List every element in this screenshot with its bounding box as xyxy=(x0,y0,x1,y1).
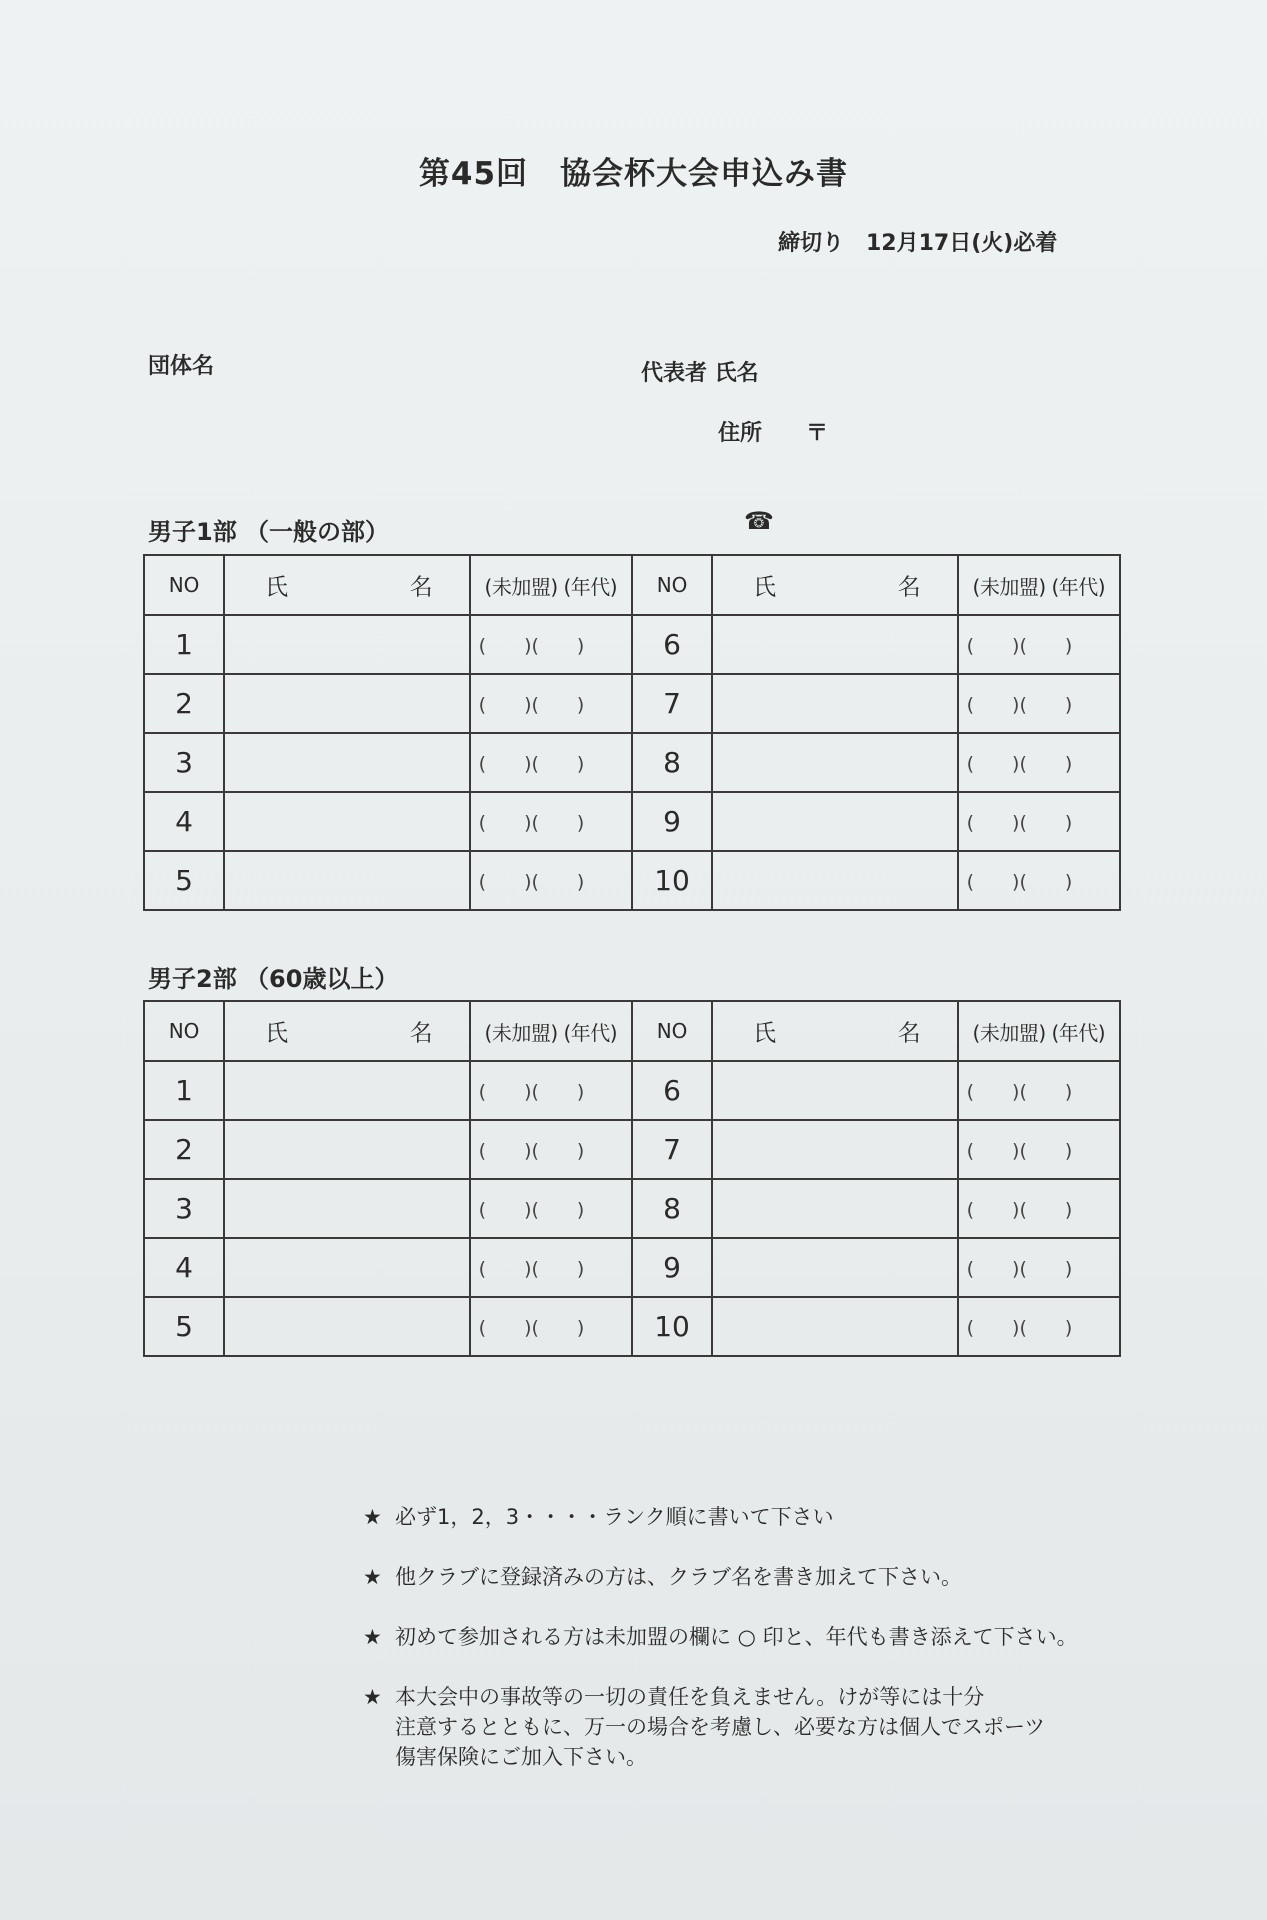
deadline-text: 締切り 12月17日(火)必着 xyxy=(778,231,1058,256)
form-title: 第45回 協会杯大会申込み書 xyxy=(418,156,849,192)
header-name xyxy=(224,1001,470,1061)
row-number: 10 xyxy=(632,1297,712,1356)
star-icon: ★ xyxy=(363,1565,382,1589)
header-unaffiliated-age: (未加盟) (年代) xyxy=(958,1001,1120,1061)
row-number: 8 xyxy=(632,733,712,792)
name-cell[interactable] xyxy=(224,1179,470,1238)
header-name-last: 名 xyxy=(409,1020,433,1047)
notes-list xyxy=(363,1502,1078,1802)
header-name xyxy=(224,555,470,615)
table-row xyxy=(144,1061,1120,1120)
header-no: NO xyxy=(632,555,712,615)
unaffiliated-age-cell[interactable]: ( )( ) xyxy=(958,733,1120,792)
row-number: 9 xyxy=(632,792,712,851)
representative-name-label: 代表者 氏名 xyxy=(641,361,759,386)
row-number: 6 xyxy=(632,615,712,674)
row-number: 2 xyxy=(144,1120,224,1179)
name-cell[interactable] xyxy=(712,615,958,674)
name-cell[interactable] xyxy=(224,674,470,733)
star-icon: ★ xyxy=(363,1625,382,1649)
name-cell[interactable] xyxy=(224,792,470,851)
row-number: 5 xyxy=(144,1297,224,1356)
header-name-first: 氏 xyxy=(265,1020,289,1047)
unaffiliated-age-cell[interactable]: ( )( ) xyxy=(958,674,1120,733)
name-cell[interactable] xyxy=(224,1238,470,1297)
row-number: 8 xyxy=(632,1179,712,1238)
name-cell[interactable] xyxy=(712,733,958,792)
header-name-first: 氏 xyxy=(753,1020,777,1047)
row-number: 4 xyxy=(144,792,224,851)
unaffiliated-age-cell[interactable]: ( )( ) xyxy=(470,1061,632,1120)
row-number: 3 xyxy=(144,1179,224,1238)
unaffiliated-age-cell[interactable]: ( )( ) xyxy=(470,1179,632,1238)
row-number: 9 xyxy=(632,1238,712,1297)
unaffiliated-age-cell[interactable]: ( )( ) xyxy=(470,851,632,910)
header-unaffiliated-age: (未加盟) (年代) xyxy=(470,1001,632,1061)
row-number: 7 xyxy=(632,1120,712,1179)
header-unaffiliated-age: (未加盟) (年代) xyxy=(470,555,632,615)
header-name-last: 名 xyxy=(897,574,921,601)
name-cell[interactable] xyxy=(224,1120,470,1179)
row-number: 7 xyxy=(632,674,712,733)
table-header-row xyxy=(144,555,1120,615)
name-cell[interactable] xyxy=(224,1061,470,1120)
star-icon: ★ xyxy=(363,1685,382,1709)
unaffiliated-age-cell[interactable]: ( )( ) xyxy=(958,792,1120,851)
note-item xyxy=(363,1682,1078,1772)
note-text: 本大会中の事故等の一切の責任を負えません。けが等には十分 注意するとともに、万一の場合を考慮し、必要な方は個人でスポーツ 傷害保険にご加入下さい。 xyxy=(395,1685,1046,1769)
row-number: 5 xyxy=(144,851,224,910)
group-name-label: 団体名 xyxy=(148,354,215,379)
unaffiliated-age-cell[interactable]: ( )( ) xyxy=(470,615,632,674)
row-number: 1 xyxy=(144,615,224,674)
unaffiliated-age-cell[interactable]: ( )( ) xyxy=(470,733,632,792)
table-row xyxy=(144,851,1120,910)
address-label: 住所 〒 xyxy=(718,421,829,446)
header-no: NO xyxy=(144,1001,224,1061)
row-number: 4 xyxy=(144,1238,224,1297)
unaffiliated-age-cell[interactable]: ( )( ) xyxy=(958,1120,1120,1179)
unaffiliated-age-cell[interactable]: ( )( ) xyxy=(958,1238,1120,1297)
table-row xyxy=(144,792,1120,851)
table-row xyxy=(144,1120,1120,1179)
header-name-last: 名 xyxy=(409,574,433,601)
table-row xyxy=(144,1179,1120,1238)
name-cell[interactable] xyxy=(712,1297,958,1356)
unaffiliated-age-cell[interactable]: ( )( ) xyxy=(958,1179,1120,1238)
table-row xyxy=(144,1238,1120,1297)
entry-table-2 xyxy=(143,1000,1121,1357)
section-title-2: 男子2部 （60歳以上） xyxy=(148,965,399,993)
name-cell[interactable] xyxy=(712,792,958,851)
row-number: 1 xyxy=(144,1061,224,1120)
name-cell[interactable] xyxy=(712,1179,958,1238)
name-cell[interactable] xyxy=(712,1061,958,1120)
table-row xyxy=(144,733,1120,792)
name-cell[interactable] xyxy=(712,674,958,733)
header-no: NO xyxy=(144,555,224,615)
unaffiliated-age-cell[interactable]: ( )( ) xyxy=(470,674,632,733)
unaffiliated-age-cell[interactable]: ( )( ) xyxy=(470,1238,632,1297)
phone-icon: ☎ xyxy=(744,507,774,535)
name-cell[interactable] xyxy=(712,851,958,910)
row-number: 10 xyxy=(632,851,712,910)
entry-table-1 xyxy=(143,554,1121,911)
name-cell[interactable] xyxy=(224,733,470,792)
name-cell[interactable] xyxy=(224,1297,470,1356)
header-unaffiliated-age: (未加盟) (年代) xyxy=(958,555,1120,615)
unaffiliated-age-cell[interactable]: ( )( ) xyxy=(958,1297,1120,1356)
name-cell[interactable] xyxy=(224,615,470,674)
unaffiliated-age-cell[interactable]: ( )( ) xyxy=(958,1061,1120,1120)
note-item xyxy=(363,1502,1078,1532)
note-item xyxy=(363,1562,1078,1592)
header-name xyxy=(712,1001,958,1061)
name-cell[interactable] xyxy=(712,1238,958,1297)
header-name-last: 名 xyxy=(897,1020,921,1047)
unaffiliated-age-cell[interactable]: ( )( ) xyxy=(470,792,632,851)
row-number: 6 xyxy=(632,1061,712,1120)
note-text: 初めて参加される方は未加盟の欄に ○ 印と、年代も書き添えて下さい。 xyxy=(395,1625,1078,1649)
row-number: 2 xyxy=(144,674,224,733)
section-title-1: 男子1部 （一般の部） xyxy=(148,518,390,546)
table-header-row xyxy=(144,1001,1120,1061)
name-cell[interactable] xyxy=(224,851,470,910)
unaffiliated-age-cell[interactable]: ( )( ) xyxy=(470,1120,632,1179)
note-text: 必ず1，2，3・・・・ランク順に書いて下さい xyxy=(395,1505,834,1529)
note-text: 他クラブに登録済みの方は、クラブ名を書き加えて下さい。 xyxy=(395,1565,962,1589)
table-row xyxy=(144,615,1120,674)
header-name-first: 氏 xyxy=(753,574,777,601)
unaffiliated-age-cell[interactable]: ( )( ) xyxy=(958,851,1120,910)
unaffiliated-age-cell[interactable]: ( )( ) xyxy=(958,615,1120,674)
header-no: NO xyxy=(632,1001,712,1061)
star-icon: ★ xyxy=(363,1505,382,1529)
header-name xyxy=(712,555,958,615)
row-number: 3 xyxy=(144,733,224,792)
note-item xyxy=(363,1622,1078,1652)
name-cell[interactable] xyxy=(712,1120,958,1179)
table-row xyxy=(144,674,1120,733)
table-row xyxy=(144,1297,1120,1356)
unaffiliated-age-cell[interactable]: ( )( ) xyxy=(470,1297,632,1356)
header-name-first: 氏 xyxy=(265,574,289,601)
